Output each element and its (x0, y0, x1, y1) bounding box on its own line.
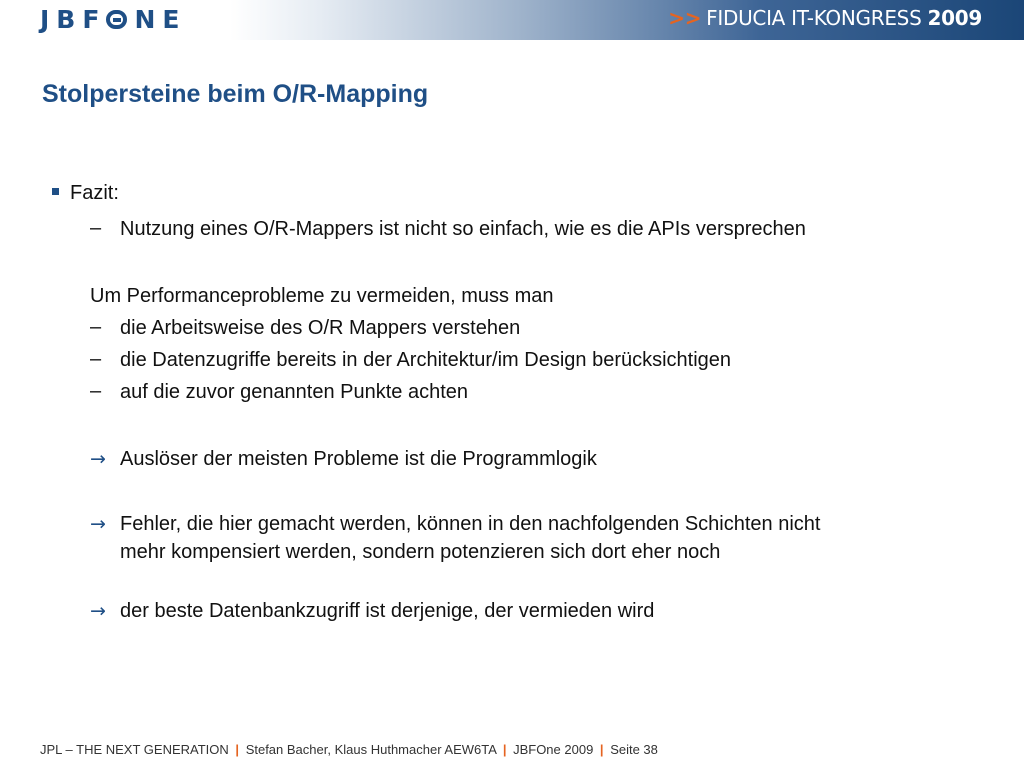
intro-text: Um Performanceprobleme zu vermeiden, muss man (90, 285, 554, 307)
sub-point-1: Nutzung eines O/R-Mappers ist nicht so einfach, wie es die APIs versprechen (120, 218, 806, 240)
list-item: die Datenzugriffe bereits in der Architektur/im Design berücksichtigen (120, 349, 732, 371)
footer-authors: Stefan Bacher, Klaus Huthmacher AEW6TA (245, 742, 497, 757)
footer-page-number: Seite 38 (610, 742, 658, 757)
dash-bullet: – (90, 380, 102, 402)
bullet-fazit: Fazit: (70, 182, 119, 204)
footer-separator: | (599, 742, 604, 757)
footer (40, 742, 658, 757)
arrow-right-icon: → (90, 513, 106, 535)
conclusion-item: der beste Datenbankzugriff ist derjenige, der vermieden wird (120, 600, 655, 622)
slide-title: Stolpersteine beim O/R-Mapping (42, 80, 429, 108)
list-item: die Arbeitsweise des O/R Mappers verstehen (120, 317, 521, 339)
logo-text-jbf: JBF (40, 4, 107, 34)
list-item: auf die zuvor genannten Punkte achten (120, 381, 469, 403)
double-chevron-icon: >> (668, 6, 702, 30)
square-bullet-icon (52, 188, 59, 195)
dash-bullet: – (90, 316, 102, 338)
footer-separator: | (502, 742, 507, 757)
arrow-right-icon: → (90, 448, 106, 470)
conclusion-item-continued: mehr kompensiert werden, sondern potenzieren sich dort eher noch (120, 541, 721, 563)
logo-text-ne: NE (134, 4, 187, 34)
dash-bullet: – (90, 217, 102, 239)
congress-year: 2009 (927, 6, 982, 30)
conclusion-item: Auslöser der meisten Probleme ist die Programmlogik (120, 448, 597, 470)
footer-product: JBFOne 2009 (513, 742, 594, 757)
arrow-right-icon: → (90, 600, 106, 622)
footer-separator: | (235, 742, 240, 757)
footer-event: JPL – THE NEXT GENERATION (40, 742, 229, 757)
conclusion-item: Fehler, die hier gemacht werden, können in den nachfolgenden Schichten nicht (120, 513, 821, 535)
congress-name: FIDUCIA IT-KONGRESS (706, 6, 922, 30)
dash-bullet: – (90, 348, 102, 370)
